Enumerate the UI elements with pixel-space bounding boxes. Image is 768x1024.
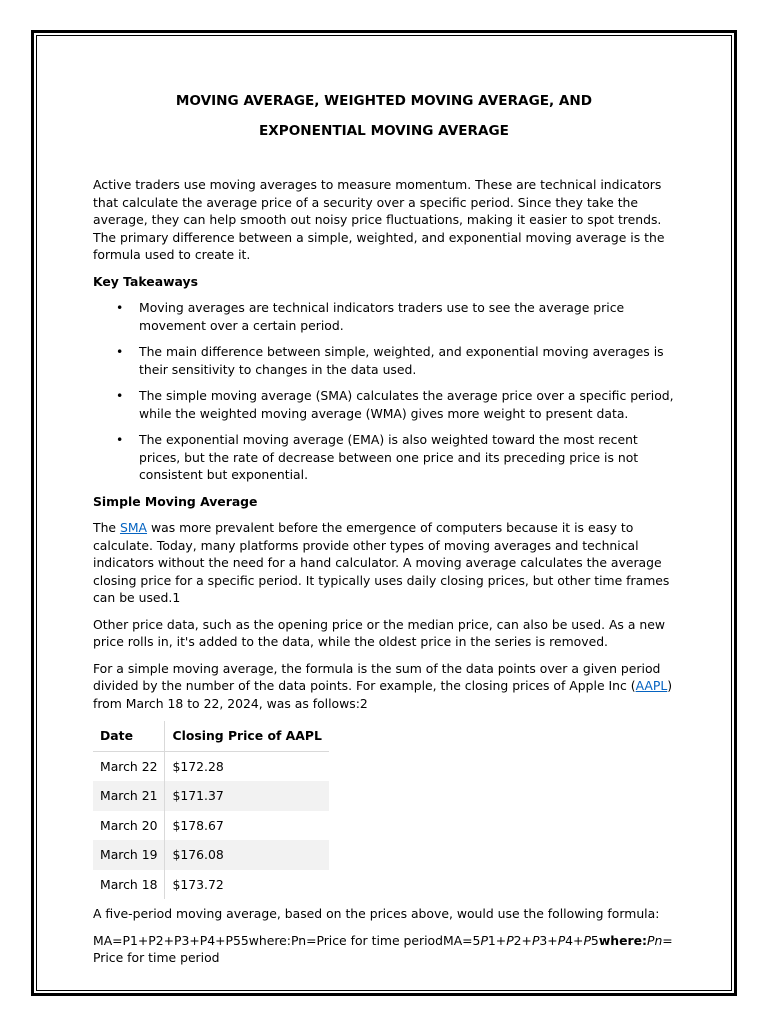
row-date: March 22 (93, 751, 165, 781)
formula-5: 5 (590, 932, 599, 948)
sma-p3-before: For a simple moving average, the formula is the sum of the data points over a given period divided by the number of the data points. For example, the closing prices of Apple Inc ( (93, 660, 661, 693)
sma-formula (93, 932, 675, 967)
row-price: $171.37 (165, 781, 329, 811)
formula-3: 3+ (539, 932, 558, 948)
row-price: $176.08 (165, 840, 329, 870)
table-row (93, 751, 329, 781)
row-price: $178.67 (172, 817, 224, 833)
formula-p2: P (506, 932, 514, 948)
formula-p4: P (557, 932, 566, 948)
takeaway-item-3: • The simple moving average (SMA) calculates the average price over a specific period, while the weighted moving average (WMA) gives more weight to present data. (139, 387, 675, 422)
table-row (93, 811, 329, 841)
key-takeaways-list (93, 299, 675, 484)
price-table-header-row (93, 721, 329, 751)
takeaway-item-4: • The exponential moving average (EMA) is also weighted toward the most recent prices, but the rate of decrease between one price and its preceding price is not consistent but exponential. (139, 431, 675, 484)
row-date: March 19 (93, 840, 165, 870)
document-body (93, 86, 675, 976)
price-table (93, 721, 329, 899)
formula-p1: P (480, 932, 488, 948)
header-closing-price: Closing Price of AAPL (165, 721, 329, 751)
intro-paragraph: Active traders use moving averages to measure momentum. These are technical indicators that calculate the average price of a security over a specific period. Since they take the average, they can help smooth out noisy price fluctuations, making it easier to spot trends. The primary difference between a simple, weighted, and exponential moving average is the formula used to create it. (93, 177, 665, 262)
takeaway-item-1: • Moving averages are technical indicators traders use to see the average price movement over a certain period. (139, 299, 675, 334)
sma-p1-before: The (93, 520, 120, 535)
formula-p3: P (531, 932, 540, 948)
table-row (93, 840, 329, 870)
formula-1: 1+ (487, 932, 507, 948)
formula-4: 4+ (565, 932, 584, 948)
aapl-link[interactable]: AAPL (635, 678, 668, 693)
document-title (93, 86, 675, 146)
title-line-2: EXPONENTIAL MOVING AVERAGE (259, 123, 509, 139)
sma-heading: Simple Moving Average (93, 493, 258, 509)
sma-paragraph-3 (93, 660, 675, 713)
sma-p3-after: ) from March 18 to 22, 2024, was as follows:2 (93, 678, 673, 711)
row-price: $173.72 (172, 876, 224, 892)
row-date: March 20 (93, 811, 165, 841)
formula-where: where: (598, 932, 647, 948)
formula-2: 2+ (513, 932, 532, 948)
title-line-1: MOVING AVERAGE, WEIGHTED MOVING AVERAGE, AND (175, 93, 593, 109)
key-takeaways-heading: Key Takeaways (93, 273, 198, 289)
sma-paragraph-1 (93, 519, 675, 607)
after-table-paragraph: A five-period moving average, based on the prices above, would use the following formula: (93, 906, 660, 921)
formula-plain: MA=P1+P2+P3+P4+P55where:Pn=Price for time period (93, 932, 443, 948)
row-price: $172.28 (172, 758, 224, 774)
row-date: March 18 (93, 870, 165, 900)
table-row (93, 870, 329, 900)
formula-p5: P (583, 932, 591, 948)
formula-pn: Pn (646, 932, 663, 948)
formula-ma: MA=5 (443, 932, 481, 948)
formula-tail: =Price for time period (93, 932, 673, 965)
header-date: Date (93, 721, 165, 751)
table-row (93, 781, 329, 811)
sma-link[interactable]: SMA (119, 520, 148, 535)
row-date: March 21 (93, 781, 165, 811)
sma-p1-after: was more prevalent before the emergence of computers because it is easy to calculate. Today, many platforms provide other types of moving averages and technical indicators without the need for a hand calculator. A moving average calculates the average closing price for a specific period. It typically uses daily closing prices, but other time frames can be used.1 (93, 520, 670, 605)
takeaway-item-2: • The main difference between simple, weighted, and exponential moving averages is their sensitivity to changes in the data used. (139, 343, 675, 378)
sma-paragraph-2: Other price data, such as the opening price or the median price, can also be used. As a new price rolls in, it's added to the data, while the oldest price in the series is removed. (93, 616, 665, 649)
